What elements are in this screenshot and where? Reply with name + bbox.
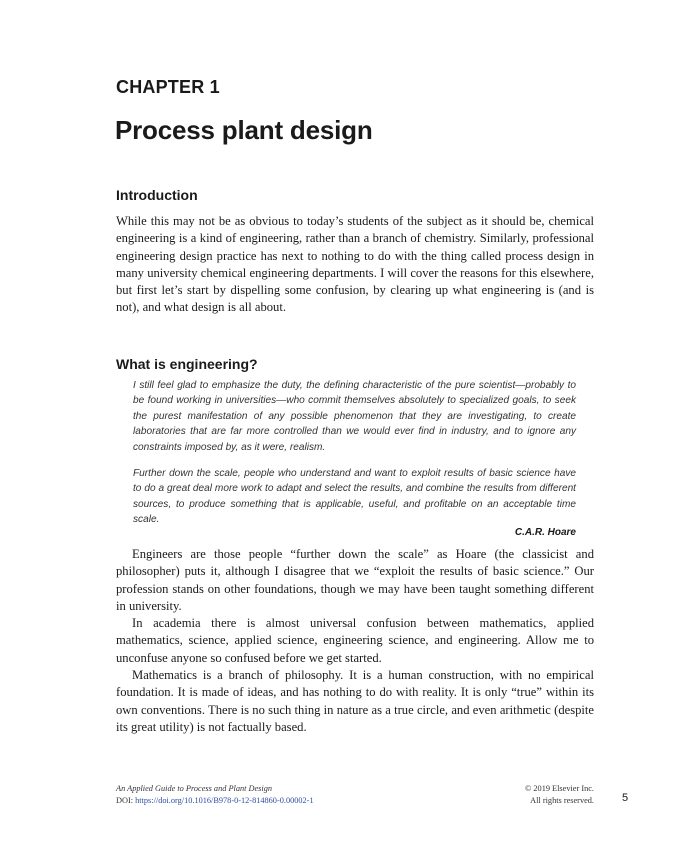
chapter-title: Process plant design	[115, 115, 373, 145]
book-title: An Applied Guide to Process and Plant Design	[116, 784, 273, 793]
epigraph-attribution: C.A.R. Hoare	[514, 527, 576, 538]
body-paragraph: In academia there is almost universal confusion between mathematics, applied mathematics, science, applied science, engineering science, and engineering. Allow me to unconfuse anyone so confused before we get started.	[116, 616, 594, 665]
page-number: 5	[622, 792, 629, 804]
footer-citation	[116, 783, 314, 806]
body-paragraph: Mathematics is a branch of philosophy. It is a human construction, with no empirical foundation. It is made of ideas, and has nothing to do with reality. It is only “true” within its own conventions. There is no such thing in nature as a true circle, and even arithmetic (despite its great utility) is not factually based.	[116, 668, 594, 734]
section-heading-what-is-engineering: What is engineering?	[116, 356, 258, 372]
chapter-label: CHAPTER 1	[116, 77, 220, 97]
introduction-paragraph: While this may not be as obvious to today’s students of the subject as it should be, chemical engineering is a kind of engineering, rather than a branch of chemistry. Similarly, professional engineering design practice has next to nothing to do with the thing called process design in many university chemical engineering departments. I will cover the reasons for this elsewhere, but first let’s start by dispelling some confusion, by clearing up what engineering is (and is not), and what design is all about.	[116, 214, 594, 315]
body-paragraph: Engineers are those people “further down the scale” as Hoare (the classicist and philosopher) puts it, although I disagree that we “exploit the results of basic science.” Our profession stands on other foundations, though we may have been taught something different in university.	[116, 547, 594, 613]
copyright-text: © 2019 Elsevier Inc.	[525, 784, 594, 793]
epigraph-quote-paragraph: Further down the scale, people who understand and want to exploit results of basic science have to do a great deal more work to adapt and select the results, and combine the results from different sources, to produce something that is applicable, useful, and profitable on an acceptable time scale.	[133, 468, 576, 526]
footer-copyright	[525, 783, 594, 806]
doi-line	[116, 795, 314, 807]
doi-link[interactable]: https://doi.org/10.1016/B978-0-12-814860-0.00002-1	[135, 795, 314, 805]
rights-text: All rights reserved.	[530, 795, 594, 805]
doi-label: DOI:	[116, 795, 134, 805]
section-heading-introduction: Introduction	[116, 187, 198, 203]
epigraph-quote-paragraph: I still feel glad to emphasize the duty, the defining characteristic of the pure scientist—probably to be found working in universities—who commit themselves absolutely to specialized goals, to seek the purest manifestation of any possible phenomenon that they are investigating, to create laboratories that are far more controlled than we would ever find in industry, and to ignore any constraints imposed by, as it were, realism.	[133, 380, 576, 453]
